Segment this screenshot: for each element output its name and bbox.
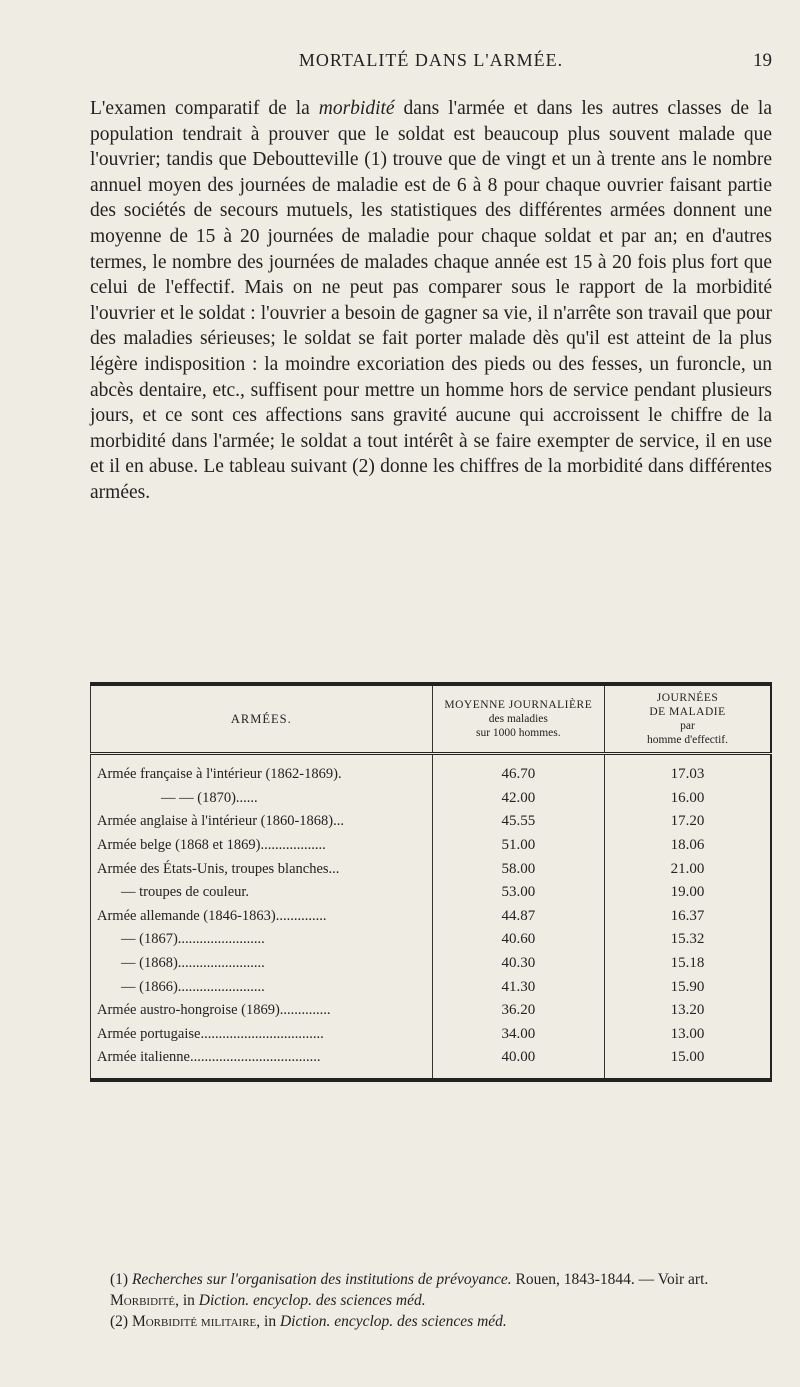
paragraph-start: L'examen comparatif de la [90,98,319,119]
footnote-1-source: Diction. encyclop. des sciences méd. [198,1292,426,1309]
sick-days-value: 15.90 [670,978,705,995]
sick-days-value: 21.00 [670,860,705,877]
daily-average-value: 44.87 [432,905,604,929]
table-row [91,999,772,1023]
table-row [91,975,772,999]
sick-days-value: 15.18 [670,955,705,972]
footnote-2 [110,1311,772,1332]
army-name: Armée portugaise.................................. [91,1023,433,1047]
footnote-1-mark: (1) [110,1271,132,1288]
footnote-1-text: Rouen, 1843-1844. — Voir art. [511,1271,709,1288]
table-row [91,1023,772,1047]
daily-average-value: 42.00 [432,787,604,811]
body-paragraph [90,96,772,506]
table-row [91,928,772,952]
paragraph-rest: dans l'armée et dans les autres classes de la population tendrait à prouver que le soldat est beaucoup plus souvent malade que l'ouvrier; tandis que Deboutteville (1) trouve que de vingt et un à trente ans le nombre annuel moyen des journées de maladie est de 6 à 8 pour chaque ouvrier faisant partie des sociétés de secours mutuels, les statistiques des différentes armées donnent une moyenne de 15 à 20 journées de maladie pour chaque soldat et par an; en d'autres termes, le nombre des journées de malades chaque année est 15 à 20 fois plus fort que celui de l'effectif. Mais on ne peut pas comparer sous le rapport de la morbidité l'ouvrier et le soldat : l'ouvrier a besoin de gagner sa vie, il n'arrête son travail que pour des maladies sérieuses; le soldat se fait porter malade dès qu'il est atteint de la plus légère indisposition : la moindre excoriation des pieds ou des fesses, un furoncle, un abcès dentaire, etc., suffisent pour mettre un homme hors de service pendant plusieurs jours, et ce sont ces affections sans gravité aucune qui accroissent le chiffre de la morbidité dans l'armée; le soldat a tout intérêt à se faire exempter de service, il en use et il en abuse. Le tableau suivant (2) donne les chiffres de la morbidité dans différentes armées. [90,98,772,503]
army-name: Armée belge (1868 et 1869).................. [91,834,433,858]
daily-average-value: 34.00 [432,1023,604,1047]
header-sick-days-line1: JOURNÉES [656,692,719,704]
army-name: Armée italienne.................................... [91,1046,433,1080]
daily-average-value: 46.70 [432,754,604,787]
army-name: — — (1870)...... [91,787,433,811]
daily-average-value: 53.00 [432,881,604,905]
footnote-2-mark: (2) [110,1313,132,1330]
table-row [91,952,772,976]
header-sick-days-line4: homme d'effectif. [646,734,729,746]
daily-average-value: 45.55 [432,810,604,834]
paragraph [90,96,772,506]
header-daily-average-line1: MOYENNE JOURNALIÈRE [444,699,593,711]
army-name: Armée anglaise à l'intérieur (1860-1868)... [91,810,433,834]
table-row [91,881,772,905]
army-name: — (1866)........................ [91,975,433,999]
page-header [90,46,772,76]
table-row [91,1046,772,1080]
morbidity-table [90,682,772,1082]
daily-average-value: 58.00 [432,857,604,881]
table-row [91,810,772,834]
footnote-1-article: Morbidité [110,1292,176,1309]
table-row [91,834,772,858]
daily-average-value: 36.20 [432,999,604,1023]
header-daily-average [432,684,604,754]
army-name: Armée des États-Unis, troupes blanches... [91,857,433,881]
daily-average-value: 40.00 [432,1046,604,1080]
footnote-1-in: , in [175,1292,199,1309]
header-sick-days-line2: DE MALADIE [649,706,726,718]
table-row [91,857,772,881]
sick-days-value: 17.03 [670,766,705,783]
daily-average-value: 51.00 [432,834,604,858]
header-daily-average-line3: sur 1000 hommes. [475,727,561,739]
footnote-2-in: , in [256,1313,280,1330]
running-title: MORTALITÉ DANS L'ARMÉE. [298,50,564,70]
daily-average-value: 40.30 [432,952,604,976]
page-number: 19 [753,50,772,71]
army-name: — (1867)........................ [91,928,433,952]
table-header-row [91,684,772,754]
header-daily-average-line2: des maladies [488,713,548,725]
sick-days-value: 19.00 [670,884,705,901]
daily-average-value: 40.60 [432,928,604,952]
sick-days-value: 15.00 [670,1049,705,1066]
sick-days-value: 16.37 [670,907,705,924]
sick-days-value: 18.06 [670,837,705,854]
footnote-1 [110,1269,772,1311]
army-name: Armée allemande (1846-1863).............. [91,905,433,929]
footnotes [110,1269,772,1332]
header-armies-label: ARMÉES. [230,712,292,726]
table-row [91,787,772,811]
emphasized-term: morbidité [318,98,395,119]
header-armies [91,684,433,754]
sick-days-value: 15.32 [670,931,705,948]
footnote-2-source: Diction. encyclop. des sciences méd. [279,1313,507,1330]
footnote-1-title: Recherches sur l'organisation des institutions de prévoyance. [131,1271,512,1288]
army-name: Armée austro-hongroise (1869).............. [91,999,433,1023]
header-sick-days-line3: par [680,720,695,732]
sick-days-value: 16.00 [670,789,705,806]
army-name: — troupes de couleur. [91,881,433,905]
table-row [91,905,772,929]
sick-days-value: 17.20 [670,813,705,830]
table-row [91,754,772,787]
footnote-2-article: Morbidité militaire [131,1313,257,1330]
daily-average-value: 41.30 [432,975,604,999]
sick-days-value: 13.00 [670,1025,705,1042]
sick-days-value: 13.20 [670,1002,705,1019]
header-sick-days [604,684,771,754]
army-name: — (1868)........................ [91,952,433,976]
army-name: Armée française à l'intérieur (1862-1869). [91,754,433,787]
